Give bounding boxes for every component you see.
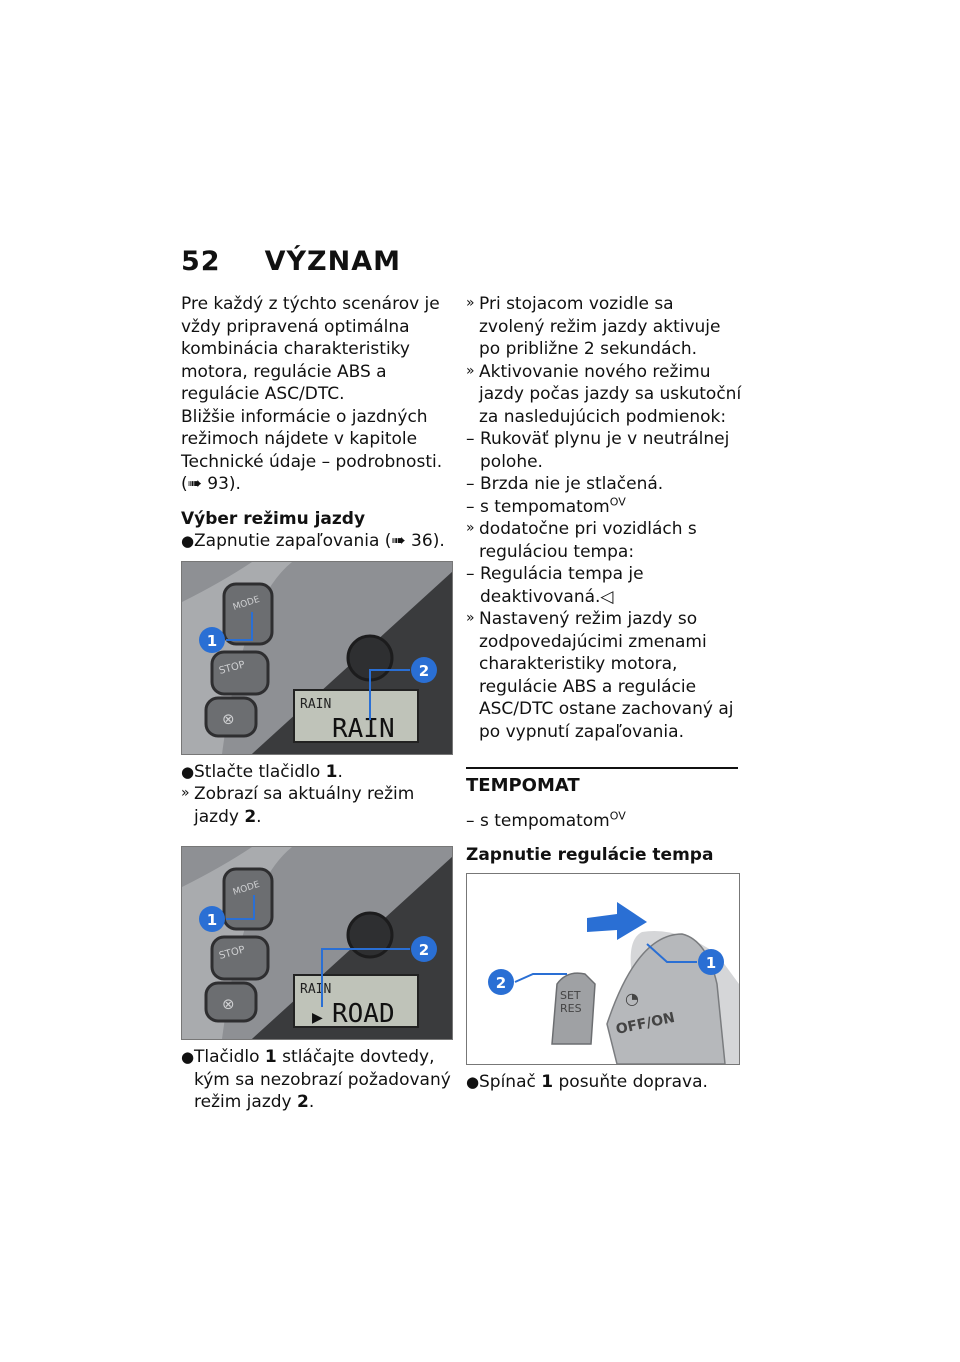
result-item (466, 518, 742, 563)
bullet-icon: ● (181, 762, 195, 781)
instruction-item (181, 761, 453, 784)
display-small-text: RAIN (300, 982, 332, 997)
sub-heading: Zapnutie regulácie tempa (466, 845, 714, 865)
callout-2: 2 (418, 941, 430, 959)
page-reference: (➠ 93). (181, 474, 241, 494)
engine-stop-icon: ⊗ (222, 709, 235, 728)
mode-switch-figure-2 (181, 846, 453, 1040)
result-item (466, 608, 742, 743)
more-info-text: Bližšie informácie o jazdných režimoch nájdete v kapitole Technické údaje – podrobnosti. (181, 406, 443, 472)
display-small-text: RAIN (300, 696, 332, 712)
result-text: Aktivovanie nového režimu jazdy počas jazdy sa uskutoční za nasledujúcich podmienok: (479, 361, 742, 427)
stop-button-label: STOP (217, 944, 247, 962)
condition-text: Brzda nie je stlačená. (480, 474, 664, 494)
dash-icon: – (466, 474, 475, 494)
reference-number: 1 (541, 1071, 554, 1092)
reference-number: 1 (264, 1047, 277, 1067)
dash-icon: – (466, 429, 475, 449)
instruction-text-end: . (337, 761, 343, 782)
result-text-end: . (256, 806, 262, 827)
reference-number: 2 (297, 1092, 309, 1112)
dash-icon: – (466, 810, 475, 831)
more-info-paragraph (181, 406, 453, 496)
dash-icon: – (466, 564, 475, 584)
stop-button-label: STOP (217, 658, 247, 677)
instruction-text: Zapnutie zapaľovania (➠ 36). (194, 531, 445, 551)
callout-1: 1 (206, 911, 218, 929)
condition-item (466, 563, 742, 608)
condition-text: Rukoväť plynu je v neutrálnej polohe. (480, 429, 730, 472)
condition-item (466, 428, 742, 473)
callout-2: 2 (495, 973, 507, 992)
optional-equipment-mark: OV (609, 494, 626, 508)
reference-number: 1 (325, 761, 338, 782)
cruise-control-icon: ◔ (625, 988, 639, 1008)
result-arrow-icon: » (181, 785, 190, 801)
instruction-text: Tlačidlo (194, 1047, 265, 1067)
mode-button-label: MODE (231, 594, 262, 613)
condition-text: Regulácia tempa je deaktivovaná.◁ (480, 564, 644, 607)
instruction-text: Stlačte tlačidlo (194, 761, 326, 782)
intro-paragraph: Pre každý z týchto scenárov je vždy pripravená optimálna kombinácia charakteristiky motora, regulácie ABS a regulácie ASC/DTC. (181, 294, 440, 404)
result-arrow-icon: » (466, 520, 475, 536)
result-text: Nastavený režim jazdy so zodpovedajúcimi zmenami charakteristiky motora, regulácie ABS a regulácie ASC/DTC ostane zachovaný aj po vypnutí zapaľovania. (479, 609, 734, 742)
result-text: Zobrazí sa aktuálny režim jazdy (194, 784, 415, 827)
condition-text: s tempomatom (480, 810, 610, 831)
instruction-text-end: posuňte doprava. (553, 1071, 708, 1092)
dash-icon: – (466, 496, 475, 517)
result-text: dodatočne pri vozidlách s reguláciou tempa: (479, 519, 697, 562)
callout-2: 2 (418, 661, 430, 680)
instruction-text: Spínač (479, 1071, 542, 1092)
page-header (181, 246, 401, 277)
instruction-item (466, 1071, 742, 1094)
bullet-icon: ● (181, 532, 195, 550)
off-on-label: OFF/ON (614, 1009, 677, 1038)
callout-1: 1 (705, 953, 717, 972)
instruction-text-end: . (308, 1092, 315, 1112)
engine-stop-icon: ⊗ (222, 995, 235, 1013)
cruise-control-figure (466, 873, 740, 1065)
bullet-icon: ● (466, 1072, 480, 1091)
result-arrow-icon: » (466, 295, 475, 311)
condition-text: s tempomatom (480, 496, 610, 517)
result-text: Pri stojacom vozidle sa zvolený režim jazdy aktivuje po približne 2 sekundách. (479, 294, 721, 359)
section-divider (466, 767, 738, 769)
callout-1: 1 (206, 631, 218, 650)
result-item (466, 361, 742, 429)
selection-heading: Výber režimu jazdy (181, 508, 366, 529)
page-number: 52 (181, 246, 221, 277)
mode-button-label: MODE (231, 879, 262, 898)
result-arrow-icon: » (466, 362, 475, 379)
res-label: RES (560, 1001, 582, 1015)
mode-switch-figure-1 (181, 561, 453, 755)
left-column (181, 293, 453, 1114)
condition-item (466, 473, 742, 496)
bullet-icon: ● (181, 1048, 195, 1066)
page-title: VÝZNAM (264, 246, 401, 277)
right-column (466, 293, 742, 1093)
instruction-text-mid: stláčajte dovtedy, kým sa nezobrazí požadovaný režim jazdy (194, 1047, 451, 1112)
condition-item (466, 810, 742, 833)
result-item (466, 293, 742, 361)
selection-pointer-icon: ▶ (312, 1010, 323, 1026)
condition-item (466, 496, 742, 519)
instruction-item (181, 530, 453, 553)
display-large-text: RAIN (332, 713, 395, 744)
instruction-item (181, 1046, 453, 1114)
optional-equipment-mark: OV (609, 808, 626, 822)
set-label: SET (560, 988, 581, 1002)
display-large-text: ROAD (332, 999, 395, 1029)
reference-number: 2 (244, 806, 257, 827)
result-item (181, 783, 453, 828)
result-arrow-icon: » (466, 610, 475, 626)
section-title: TEMPOMAT (466, 775, 580, 796)
